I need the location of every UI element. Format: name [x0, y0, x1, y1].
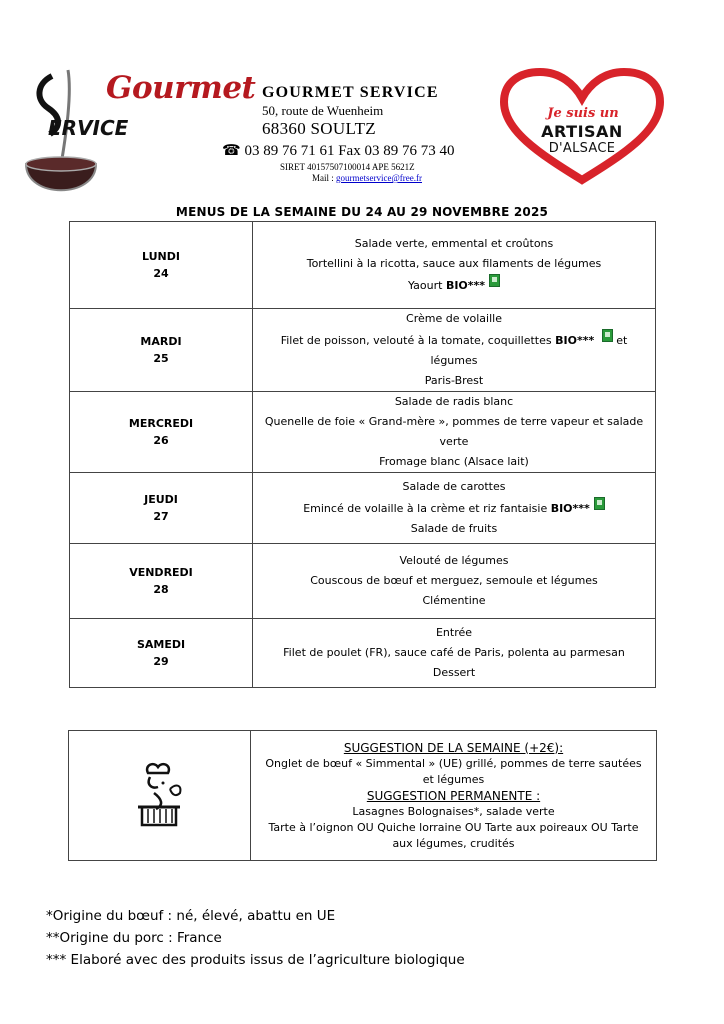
dish-line: Filet de poulet (FR), sauce café de Paris, polenta au parmesan	[283, 646, 625, 659]
week-suggestion-title: SUGGESTION DE LA SEMAINE (+2€):	[343, 740, 564, 755]
dish-line: Salade de radis blanc	[394, 395, 514, 408]
dishes-cell	[253, 473, 656, 544]
day-date: 28	[153, 583, 169, 596]
company-mail	[312, 173, 502, 183]
artisan-line1: Je suis un	[547, 106, 619, 121]
table-row	[70, 392, 656, 473]
suggestions-cell	[251, 731, 657, 861]
dish-line: Salade de fruits	[410, 522, 498, 535]
day-name: JEUDI	[144, 493, 178, 506]
day-cell	[70, 392, 253, 473]
weekly-menu-table	[69, 221, 656, 688]
dish-line: légumes	[430, 354, 478, 367]
dish-line: Salade de carottes	[402, 480, 506, 493]
artisan-line2: ARTISAN	[541, 122, 623, 141]
table-row	[70, 619, 656, 688]
company-phone	[222, 141, 502, 160]
permanent-suggestion-title: SUGGESTION PERMANENTE :	[366, 788, 541, 803]
dishes-cell	[253, 222, 656, 309]
footnote-pork: **Origine du porc : France	[46, 930, 222, 946]
bio-label: BIO***	[445, 279, 486, 292]
organic-label-icon	[602, 329, 613, 342]
dish-line	[253, 329, 655, 351]
organic-label-icon	[489, 274, 500, 287]
dish-line: Salade verte, emmental et croûtons	[354, 237, 554, 250]
day-date: 27	[153, 510, 169, 523]
table-row	[70, 544, 656, 619]
dishes-cell	[253, 309, 656, 392]
logo-gourmet-text: Gourmet	[106, 70, 256, 106]
suggestion-line: et légumes	[422, 772, 485, 786]
day-cell	[70, 309, 253, 392]
menu-title: MENUS DE LA SEMAINE DU 24 AU 29 NOVEMBRE 2025	[175, 205, 549, 219]
dish-text: Emincé de volaille à la crème et riz fantaisie	[303, 502, 551, 515]
table-row	[70, 309, 656, 392]
day-name: VENDREDI	[129, 566, 193, 579]
footnote-beef: *Origine du bœuf : né, élevé, abattu en UE	[46, 908, 336, 924]
dishes-cell	[253, 544, 656, 619]
suggestions-table	[68, 730, 657, 861]
company-city: 68360 SOULTZ	[262, 119, 376, 138]
suggestion-line: Onglet de bœuf « Simmental » (UE) grillé, pommes de terre sautées	[265, 756, 642, 770]
mail-label: Mail :	[312, 173, 336, 183]
artisan-badge	[498, 68, 666, 188]
day-name: LUNDI	[142, 250, 180, 263]
organic-label-icon	[594, 497, 605, 510]
company-address: 50, route de Wuenheim	[262, 103, 384, 118]
phone-fax-text: 03 89 76 71 61 Fax 03 89 76 73 40	[240, 143, 455, 159]
dish-line: Paris-Brest	[424, 374, 484, 387]
dish-line: Entrée	[435, 626, 473, 639]
day-cell	[70, 544, 253, 619]
bio-label: BIO***	[550, 502, 590, 515]
dish-line: Couscous de bœuf et merguez, semoule et légumes	[310, 574, 598, 587]
dish-line	[253, 274, 655, 296]
table-row	[70, 222, 656, 309]
company-header	[222, 84, 502, 183]
footnote-organic: *** Elaboré avec des produits issus de l’agriculture biologique	[46, 952, 465, 968]
day-name: MERCREDI	[128, 417, 194, 430]
phone-icon: ☎	[222, 143, 241, 159]
footnotes	[46, 905, 465, 971]
day-name: SAMEDI	[136, 638, 186, 651]
dish-line: Crème de volaille	[406, 312, 502, 325]
table-row	[69, 731, 657, 861]
day-name: MARDI	[140, 335, 182, 348]
mail-link[interactable]: gourmetservice@free.fr	[336, 173, 422, 183]
dish-text: et	[616, 334, 628, 347]
suggestion-line: Lasagnes Bolognaises*, salade verte	[352, 804, 555, 818]
bio-label: BIO***	[555, 334, 595, 347]
logo-service-text: ERVICE	[48, 116, 129, 140]
dish-line: Velouté de légumes	[399, 554, 509, 567]
gourmet-service-logo	[22, 64, 256, 204]
day-cell	[70, 222, 253, 309]
chef-icon	[130, 759, 190, 829]
day-date: 25	[153, 352, 169, 365]
suggestion-line: aux légumes, crudités	[392, 836, 515, 850]
day-date: 24	[153, 267, 169, 280]
day-cell	[70, 619, 253, 688]
dishes-cell	[253, 392, 656, 473]
chef-cell	[69, 731, 251, 861]
dish-line: Dessert	[432, 666, 476, 679]
table-row	[70, 473, 656, 544]
dish-line: Clémentine	[422, 594, 486, 607]
artisan-line3: D'ALSACE	[548, 141, 616, 156]
company-siret: SIRET 40157507100014 APE 5621Z	[280, 162, 415, 172]
suggestion-line: Tarte à l’oignon OU Quiche lorraine OU Tarte aux poireaux OU Tarte	[268, 820, 639, 834]
dish-text: Filet de poisson, velouté à la tomate, coquillettes	[280, 334, 556, 347]
dish-line: Tortellini à la ricotta, sauce aux filaments de légumes	[306, 257, 602, 270]
day-date: 29	[153, 655, 169, 668]
dishes-cell	[253, 619, 656, 688]
company-name: GOURMET SERVICE	[262, 84, 439, 101]
dish-line	[253, 497, 655, 519]
dish-line: Quenelle de foie « Grand-mère », pommes de terre vapeur et salade	[264, 415, 644, 428]
dish-text: Yaourt	[407, 279, 446, 292]
day-cell	[70, 473, 253, 544]
dish-line: Fromage blanc (Alsace lait)	[379, 455, 529, 468]
day-date: 26	[153, 434, 169, 447]
dish-line: verte	[439, 435, 469, 448]
